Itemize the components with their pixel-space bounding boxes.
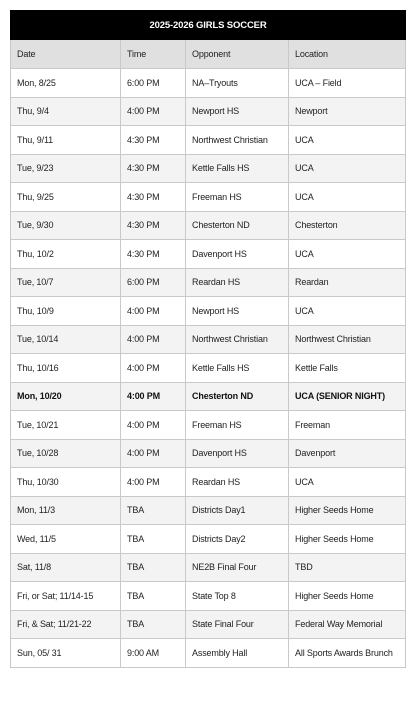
cell-date: Tue, 10/7 [11,268,121,297]
cell-time: 4:30 PM [121,240,186,269]
cell-date: Tue, 9/23 [11,154,121,183]
cell-time: TBA [121,525,186,554]
cell-location: UCA [289,183,406,212]
cell-opponent: Northwest Christian [186,325,289,354]
cell-opponent: Districts Day2 [186,525,289,554]
table-row [11,582,406,611]
cell-time: 4:00 PM [121,325,186,354]
table-row [11,211,406,240]
cell-time: TBA [121,496,186,525]
schedule-table [10,10,406,668]
cell-location: UCA (SENIOR NIGHT) [289,382,406,411]
cell-opponent: Newport HS [186,97,289,126]
cell-date: Sun, 05/ 31 [11,639,121,668]
cell-date: Tue, 10/21 [11,411,121,440]
cell-date: Tue, 10/14 [11,325,121,354]
table-row [11,154,406,183]
cell-opponent: Chesterton ND [186,211,289,240]
cell-date: Tue, 9/30 [11,211,121,240]
cell-date: Thu, 10/9 [11,297,121,326]
table-row [11,439,406,468]
cell-time: 4:30 PM [121,126,186,155]
cell-time: 4:00 PM [121,411,186,440]
cell-location: UCA [289,468,406,497]
cell-time: 6:00 PM [121,69,186,98]
cell-date: Thu, 10/16 [11,354,121,383]
table-row [11,468,406,497]
cell-date: Thu, 9/11 [11,126,121,155]
cell-opponent: Kettle Falls HS [186,154,289,183]
column-header-location: Location [289,40,406,69]
cell-time: 4:00 PM [121,439,186,468]
cell-date: Thu, 9/25 [11,183,121,212]
cell-location: Chesterton [289,211,406,240]
cell-date: Mon, 8/25 [11,69,121,98]
cell-location: UCA [289,154,406,183]
cell-time: TBA [121,553,186,582]
cell-location: All Sports Awards Brunch [289,639,406,668]
cell-time: 6:00 PM [121,268,186,297]
cell-time: TBA [121,582,186,611]
cell-location: UCA [289,297,406,326]
cell-date: Tue, 10/28 [11,439,121,468]
cell-opponent: Freeman HS [186,411,289,440]
cell-date: Thu, 10/30 [11,468,121,497]
table-row [11,268,406,297]
cell-location: Reardan [289,268,406,297]
table-row [11,411,406,440]
table-row [11,325,406,354]
cell-opponent: Davenport HS [186,439,289,468]
cell-time: 4:30 PM [121,154,186,183]
table-row [11,240,406,269]
table-row [11,639,406,668]
table-row [11,126,406,155]
cell-location: UCA – Field [289,69,406,98]
cell-time: 4:30 PM [121,183,186,212]
cell-time: 4:00 PM [121,297,186,326]
title-row [11,11,406,40]
cell-opponent: Newport HS [186,297,289,326]
table-row [11,354,406,383]
header-row [11,40,406,69]
cell-location: Federal Way Memorial [289,610,406,639]
cell-opponent: State Final Four [186,610,289,639]
table-row [11,382,406,411]
cell-time: TBA [121,610,186,639]
cell-location: Kettle Falls [289,354,406,383]
cell-date: Sat, 11/8 [11,553,121,582]
cell-location: Newport [289,97,406,126]
cell-date: Mon, 10/20 [11,382,121,411]
cell-date: Fri, & Sat; 11/21-22 [11,610,121,639]
cell-location: Freeman [289,411,406,440]
cell-opponent: Davenport HS [186,240,289,269]
cell-date: Wed, 11/5 [11,525,121,554]
cell-opponent: Northwest Christian [186,126,289,155]
cell-date: Fri, or Sat; 11/14-15 [11,582,121,611]
cell-opponent: Chesterton ND [186,382,289,411]
cell-opponent: Reardan HS [186,268,289,297]
table-row [11,297,406,326]
cell-location: Higher Seeds Home [289,525,406,554]
cell-opponent: NA–Tryouts [186,69,289,98]
cell-location: UCA [289,126,406,155]
cell-time: 4:00 PM [121,382,186,411]
table-row [11,97,406,126]
table-row [11,496,406,525]
cell-time: 9:00 AM [121,639,186,668]
column-header-date: Date [11,40,121,69]
table-row [11,183,406,212]
table-title: 2025-2026 GIRLS SOCCER [11,11,406,40]
cell-location: Higher Seeds Home [289,496,406,525]
cell-date: Mon, 11/3 [11,496,121,525]
cell-opponent: Kettle Falls HS [186,354,289,383]
cell-opponent: NE2B Final Four [186,553,289,582]
cell-location: UCA [289,240,406,269]
column-header-opponent: Opponent [186,40,289,69]
table-row [11,69,406,98]
cell-time: 4:30 PM [121,211,186,240]
cell-date: Thu, 9/4 [11,97,121,126]
cell-time: 4:00 PM [121,468,186,497]
cell-location: TBD [289,553,406,582]
cell-location: Davenport [289,439,406,468]
cell-date: Thu, 10/2 [11,240,121,269]
schedule-body [11,69,406,668]
column-header-time: Time [121,40,186,69]
cell-time: 4:00 PM [121,354,186,383]
table-row [11,610,406,639]
cell-opponent: Districts Day1 [186,496,289,525]
table-row [11,553,406,582]
cell-opponent: Assembly Hall [186,639,289,668]
cell-time: 4:00 PM [121,97,186,126]
cell-location: Higher Seeds Home [289,582,406,611]
cell-location: Northwest Christian [289,325,406,354]
cell-opponent: Reardan HS [186,468,289,497]
table-row [11,525,406,554]
cell-opponent: State Top 8 [186,582,289,611]
cell-opponent: Freeman HS [186,183,289,212]
